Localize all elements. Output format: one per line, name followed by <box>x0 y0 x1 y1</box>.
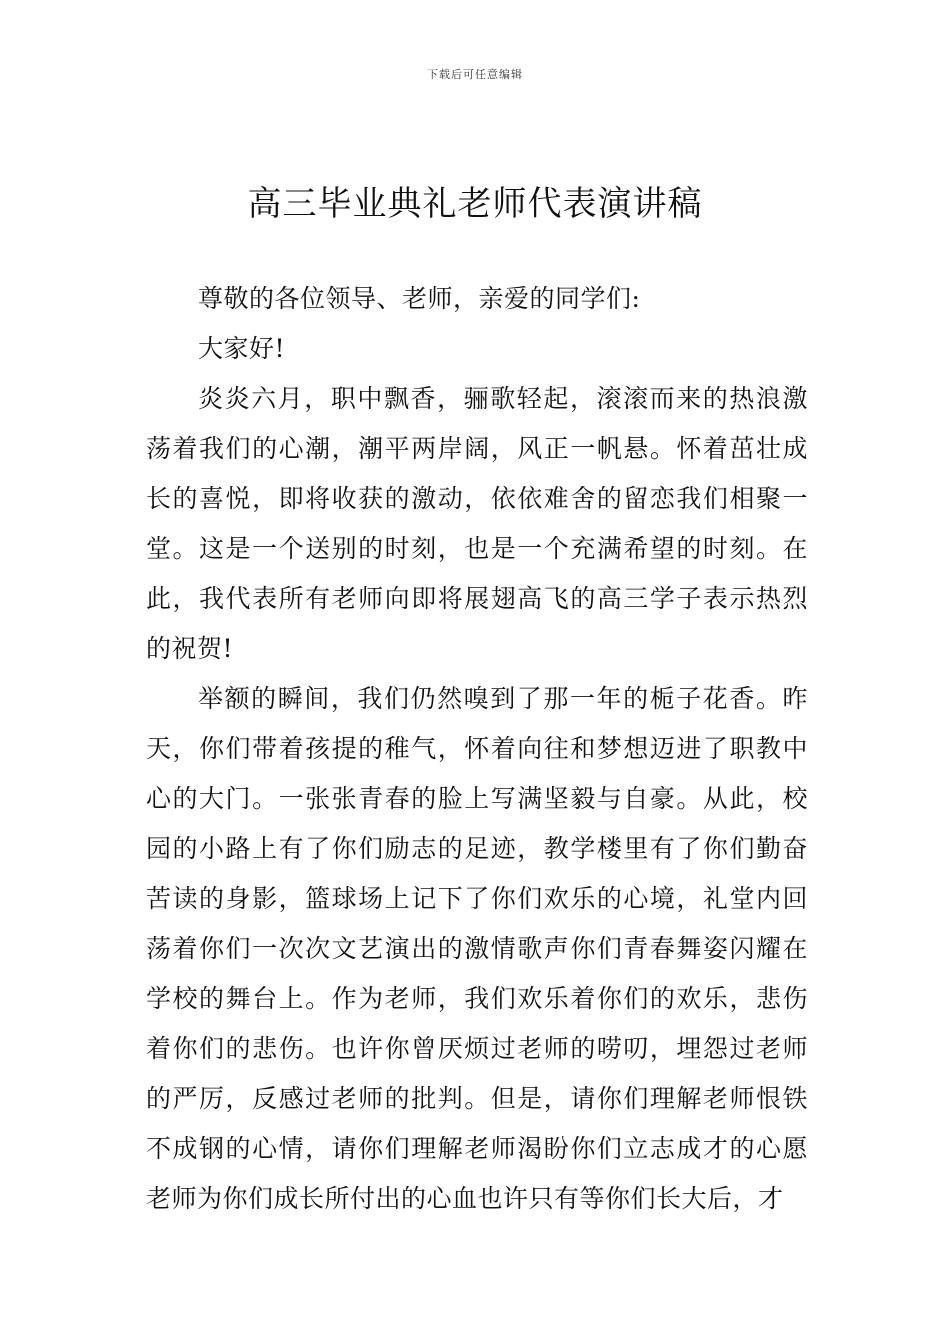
salutation-paragraph: 尊敬的各位领导、老师，亲爱的同学们: <box>198 284 641 313</box>
body-paragraph: 炎炎六月，职中飘香，骊歌轻起，滚滚而来的热浪激荡着我们的心潮，潮平两岸阔，风正一帆悬。怀着茁壮成长的喜悦，即将收获的激动，依依难舍的留恋我们相聚一堂。这是一个送别的时刻，也是一个充满希望的时刻。在此，我代表所有老师向即将展翅高飞的高三学子表示热烈的祝贺! <box>146 384 808 663</box>
body-paragraph: 举额的瞬间，我们仍然嗅到了那一年的栀子花香。昨天，你们带着孩提的稚气，怀着向往和梦想迈进了职教中心的大门。一张张青春的脸上写满坚毅与自豪。从此，校园的小路上有了你们励志的足迹，教学楼里有了你们勤奋苦读的身影，篮球场上记下了你们欢乐的心境，礼堂内回荡着你们一次次文艺演出的激情歌声你们青春舞姿闪耀在学校的舞台上。作为老师，我们欢乐着你们的欢乐，悲伤着你们的悲伤。也许你曾厌烦过老师的唠叨，埋怨过老师的严厉，反感过老师的批判。但是，请你们理解老师恨铁不成钢的心情，请你们理解老师渴盼你们立志成才的心愿老师为你们成长所付出的心血也许只有等你们长大后，才 <box>146 684 808 1213</box>
document-body <box>146 274 808 1224</box>
document-title: 高三毕业典礼老师代表演讲稿 <box>247 184 703 224</box>
greeting-paragraph: 大家好! <box>198 334 286 363</box>
header-note: 下载后可任意编辑 <box>427 68 523 81</box>
